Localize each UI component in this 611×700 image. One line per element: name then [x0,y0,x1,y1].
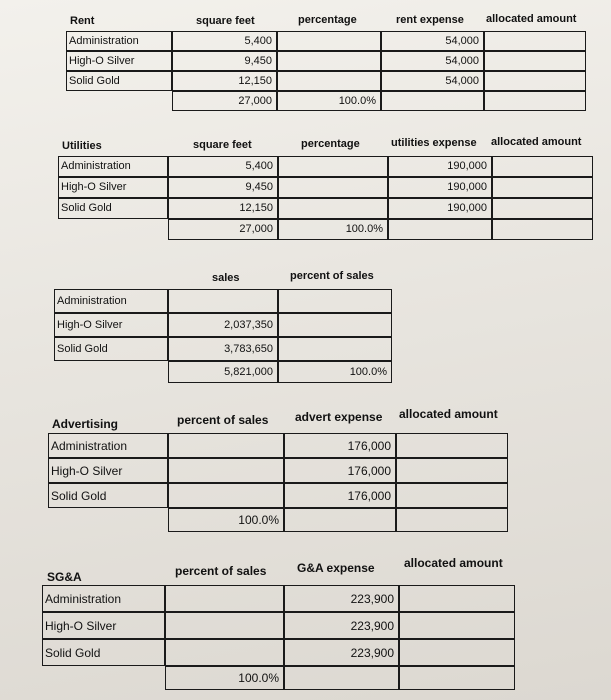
advertising-row-expense: 176,000 [284,433,396,458]
utilities-row-expense: 190,000 [388,177,492,198]
sales-row-percent[interactable] [278,313,392,337]
utilities-header-allocated: allocated amount [491,136,582,148]
utilities-total-expense[interactable] [388,219,492,240]
utilities-row-label: High-O Silver [58,177,168,198]
sales-row-sales [168,289,278,313]
rent-row-label: Solid Gold [66,71,172,91]
sga-row-label: High-O Silver [42,612,165,639]
rent-total-sqft: 27,000 [172,91,277,111]
rent-row-sqft: 5,400 [172,31,277,51]
rent-header-allocated: allocated amount [486,13,577,25]
sga-row-percent[interactable] [165,612,284,639]
utilities-header-square-feet: square feet [193,139,252,151]
advertising-total-expense[interactable] [284,508,396,532]
utilities-row-sqft: 9,450 [168,177,278,198]
rent-row-label: Administration [66,31,172,51]
sales-total-percent: 100.0% [278,361,392,383]
sga-title: SG&A [47,570,82,584]
rent-total-allocated[interactable] [484,91,586,111]
rent-row-allocated[interactable] [484,51,586,71]
advertising-row-expense: 176,000 [284,483,396,508]
rent-header-square-feet: square feet [196,15,255,27]
sga-row-percent[interactable] [165,585,284,612]
sales-row-label: High-O Silver [54,313,168,337]
utilities-total-percentage: 100.0% [278,219,388,240]
utilities-row-expense: 190,000 [388,156,492,177]
sga-row-expense: 223,900 [284,639,399,666]
utilities-row-percentage[interactable] [278,198,388,219]
utilities-total-allocated[interactable] [492,219,593,240]
sales-row-sales: 2,037,350 [168,313,278,337]
rent-row-percentage[interactable] [277,31,381,51]
advertising-row-percent[interactable] [168,458,284,483]
advertising-row-allocated[interactable] [396,458,508,483]
sga-total-allocated[interactable] [399,666,515,690]
utilities-header-percentage: percentage [301,138,360,150]
rent-header-expense: rent expense [396,14,464,26]
advertising-row-percent[interactable] [168,483,284,508]
advertising-title: Advertising [52,417,119,431]
utilities-row-label: Solid Gold [58,198,168,219]
utilities-row-allocated[interactable] [492,177,593,198]
rent-row-label: High-O Silver [66,51,172,71]
rent-total-percentage: 100.0% [277,91,381,111]
rent-row-allocated[interactable] [484,31,586,51]
advertising-header-percent: percent of sales [177,413,269,427]
advertising-header-allocated: allocated amount [399,407,498,421]
rent-total-expense[interactable] [381,91,484,111]
utilities-row-sqft: 5,400 [168,156,278,177]
sga-row-allocated[interactable] [399,585,515,612]
sga-header-percent: percent of sales [175,564,267,578]
sga-total-expense[interactable] [284,666,399,690]
sga-header-expense: G&A expense [297,561,375,575]
rent-header-percentage: percentage [298,14,357,26]
sga-row-percent[interactable] [165,639,284,666]
sales-row-sales: 3,783,650 [168,337,278,361]
utilities-row-percentage[interactable] [278,156,388,177]
sales-row-percent[interactable] [278,337,392,361]
rent-row-expense: 54,000 [381,51,484,71]
rent-title: Rent [70,15,95,27]
sga-row-label: Administration [42,585,165,612]
sga-row-label: Solid Gold [42,639,165,666]
sga-header-allocated: allocated amount [404,556,503,570]
advertising-row-percent[interactable] [168,433,284,458]
advertising-header-expense: advert expense [295,410,383,424]
rent-row-percentage[interactable] [277,71,381,91]
advertising-total-allocated[interactable] [396,508,508,532]
advertising-row-label: Solid Gold [48,483,168,508]
sales-total-sales: 5,821,000 [168,361,278,383]
sga-total-percent: 100.0% [165,666,284,690]
advertising-row-label: Administration [48,433,168,458]
utilities-header-expense: utilities expense [391,137,477,149]
sales-row-label: Solid Gold [54,337,168,361]
advertising-row-label: High-O Silver [48,458,168,483]
utilities-row-percentage[interactable] [278,177,388,198]
utilities-title: Utilities [62,140,102,152]
utilities-total-sqft: 27,000 [168,219,278,240]
advertising-row-allocated[interactable] [396,483,508,508]
rent-row-expense: 54,000 [381,31,484,51]
sales-header-sales: sales [212,272,240,284]
sga-row-allocated[interactable] [399,639,515,666]
rent-row-expense: 54,000 [381,71,484,91]
rent-row-allocated[interactable] [484,71,586,91]
rent-row-sqft: 9,450 [172,51,277,71]
advertising-row-allocated[interactable] [396,433,508,458]
sales-row-label: Administration [54,289,168,313]
utilities-row-expense: 190,000 [388,198,492,219]
utilities-row-allocated[interactable] [492,156,593,177]
sales-row-percent[interactable] [278,289,392,313]
advertising-total-percent: 100.0% [168,508,284,532]
sga-row-expense: 223,900 [284,585,399,612]
rent-row-percentage[interactable] [277,51,381,71]
utilities-row-sqft: 12,150 [168,198,278,219]
rent-row-sqft: 12,150 [172,71,277,91]
utilities-row-label: Administration [58,156,168,177]
sga-row-expense: 223,900 [284,612,399,639]
advertising-row-expense: 176,000 [284,458,396,483]
sales-header-percent: percent of sales [290,270,374,282]
sga-row-allocated[interactable] [399,612,515,639]
utilities-row-allocated[interactable] [492,198,593,219]
